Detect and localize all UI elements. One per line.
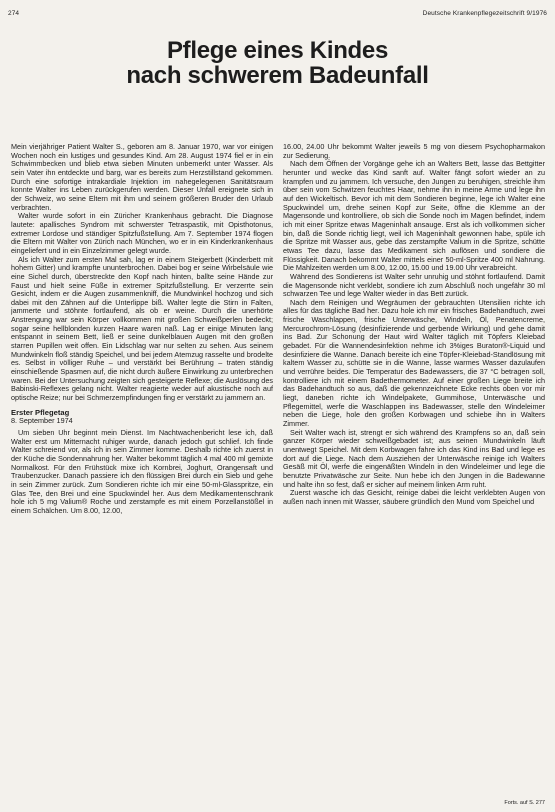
article-title-line-2: nach schwerem Badeunfall (126, 62, 429, 89)
paragraph: Während des Sondierens ist Walter sehr unruhig und stöhnt fortlaufend. Damit die Magensonde nicht verklebt, sondiere ich zum Abschluß noch ungefähr 30 ml schwarzen Tee und lege Walter wieder in das Bett zurück. (283, 271, 545, 299)
article-title-line-1: Pflege eines Kindes (166, 37, 389, 64)
article-body (11, 143, 545, 803)
paragraph: Walter wurde sofort in ein Züricher Krankenhaus gebracht. Die Diagnose lautete: apallisches Syndrom mit schwerster Tetraspastik, mit Opisthotonus, extremer Lordose und ständiger Spitzfußstellung. Am 7. September 1974 flogen die Eltern mit Walter von Zürich nach München, wo er in ein Kinderkrankenhaus eingeliefert und in ein Einzelzimmer gelegt wurde. (11, 211, 273, 255)
paragraph: Zuerst wasche ich das Gesicht, reinige dabei die leicht verklebten Augen von außen nach innen mit Wasser, säubere gründlich den Mund vom Speichel und (283, 488, 545, 506)
paragraph: Als ich Walter zum ersten Mal sah, lag er in einem Steigerbett (Kinderbett mit hohem Gitter) und krampfte ununterbrochen. Dabei bog er seine Wirbelsäule wie eine Sichel durch, überstreckte den Kopf nach hinten, ballte seine Hände zur Faust und hielt seine Füße in extremer Spitzfußstellung. Er verzerrte sein Gesicht, indem er die Augen zusammenkniff, die Mundwinkel hochzog und sich dabei mit den Zähnen auf die Unterlippe biß. Walter legte die Stirn in Falten, jammerte und stöhnte fortlaufend, als ob er weine. Durch die unerhörte Anstrengung war sein Körper vollkommen mit großen Schweißperlen bedeckt; sogar seine hellblonden kurzen Haare waren naß. Lag er einige Minuten lang entspannt in seinem Bett, ließ er seine dunkelblauen Augen mit den großen starren Pupillen weit offen. Ein Lidschlag war nur selten zu sehen. Aus seinem Mundwinkeln floß ständig Speichel, und bei jedem Atemzug rasselte und brodelte es. Selbst in völliger Ruhe – und verstärkt bei Berührung – traten ständig einschießende Spasmen auf, die nicht durch äußere Einwirkung zu unterbrechen waren. Bei der Untersuchung zeigten sich gesteigerte Reflexe; die Auslösung des Babinski-Reflexes gelang nicht. Walter reagierte weder auf akustische noch auf optische Reize; nur bei Schmerzempfindungen fing er verstärkt zu jammern an. (11, 254, 273, 403)
paragraph: 16.00, 24.00 Uhr bekommt Walter jeweils 5 mg von diesem Psychopharmakon zur Sedierung. (283, 143, 545, 160)
paragraph: Seit Walter wach ist, strengt er sich während des Krampfens so an, daß sein ganzer Körper wieder schweißgebadet ist; aus seinen Mundwinkeln läuft unentwegt Speichel. Mit dem Korbwagen fahre ich das Kind ins Bad und lege es dort auf die Liege. Nach dem Ausziehen der Unterwäsche reinige ich Walters Gesäß mit Öl, werfe die eingenäßten Windeln in den Windeleimer und lege die benutzte Privatwäsche zur Seite. Nun hebe ich den Jungen in die Badewanne und halte ihn so fest, daß er sicher auf meinem linken Arm ruht. (283, 427, 545, 489)
continued-note: Forts. auf S. 277 (504, 800, 545, 806)
paragraph: Mein vierjähriger Patient Walter S., geboren am 8. Januar 1970, war vor einigen Wochen noch ein lustiges und gesundes Kind. Am 28. August 1974 fiel er in ein Schwimmbecken und blieb etwa sieben Minuten unbemerkt unter Wasser. Als sein Vater ihn entdeckte und barg, war es bereits zum Herzstillstand gekommen. Durch eine sofortige intrakardiale Injektion im nahegelegenen Sanitätsraum konnte Walter ins Leben zurückgerufen werden. Dieser Unfall ereignete sich in der Schweiz, wo seine Eltern mit ihm und seinem größeren Bruder den Urlaub verbrachten. (11, 143, 273, 212)
left-column (11, 143, 273, 803)
section-date: 8. September 1974 (11, 416, 73, 426)
right-column (283, 143, 545, 803)
article-title (0, 38, 555, 88)
running-header (8, 6, 547, 20)
page-number: 274 (8, 9, 20, 17)
journal-name: Deutsche Krankenpflegezeitschrift 9/1976 (422, 9, 547, 17)
paragraph: Nach dem Öffnen der Vorgänge gehe ich an Walters Bett, lasse das Bettgitter herunter und wecke das Kind sanft auf. Walter fängt sofort wieder an zu krampfen und zu jammern. Ich versuche, den Jungen zu beruhigen, streichle ihm über sein vom Schwitzen feuchtes Haar, nehme ihn in meine Arme und lege ihn auf den Wickeltisch. Bevor ich mit dem Sondieren beginne, lege ich Walter eine Spuckwindel um, drehe seinen Kopf zur Seite, öffne die Klemme an der Magensonde und kontrolliere, ob sich die Sonde noch im Magen befindet, indem ich mit einer Spritze etwas Mageninhalt ansauge. Erst als ich vollkommen sicher bin, daß die Sonde richtig liegt, weil ich Mageninhalt gewonnen habe, spüle ich die Spritze mit Wasser aus, gebe das zerstampfte Valium in die Spritze, schütte etwas Tee dazu, lasse das Medikament sich auflösen und sondiere die Flüssigkeit. Danach bekommt Walter mittels einer 50-ml-Spritze 400 ml Nahrung. Die Mahlzeiten werden um 8.00, 12.00, 15.00 und 19.00 Uhr verabreicht. (283, 159, 545, 273)
paragraph: Um sieben Uhr beginnt mein Dienst. Im Nachtwachenbericht lese ich, daß Walter erst um Mitternacht ruhiger wurde, danach jedoch gut schlief. Ich finde Walter schreiend vor, als ich in sein Zimmer komme. Deshalb richte ich zuerst in der Küche die Sondennahrung her. Walter bekommt täglich 4 mal 400 ml gemixte Normalkost. Für den Frühstück mixe ich Kornbrei, Joghurt, Orangensaft und Traubenzucker. Danach passiere ich den flüssigen Brei durch ein Sieb und gehe in sein Zimmer zurück. Zum Sondieren richte ich mir eine 50-ml-Glasspritze, ein Glas Tee, den Brei und eine Spuckwindel her. Aus dem Medikamentenschrank hole ich 5 mg Valium® Roche und zerstampfe es mit einem Porzellanstößel in einem Schälchen. Um 8.00, 12.00, (11, 428, 273, 515)
paragraph: Nach dem Reinigen und Wegräumen der gebrauchten Utensilien richte ich alles für das tägliche Bad her. Dazu hole ich mir ein frisches Badehandtuch, zwei frische Waschlappen, frische Unterwäsche, Windeln, Öl, Penatencreme, Mercurochrom-Lösung (desinfizierende und gerbende Wirkung) und gehe damit ins Bad. Zur Schonung der Haut wird Walter täglich mit Töpfers Kleiebad gebadet. Für die Wannendesinfektion nehme ich 3%iges Buraton®-Liquid und desinfiziere die Wanne. Danach bereite ich eine Töpfer-Kleiebad-Standlösung mit kaltem Wasser zu, schütte sie in die Wanne, lasse warmes Wasser dazulaufen und verrühre beides. Die Temperatur des Badewassers, die 37 °C betragen soll, kontrolliere ich mit einem Badethermometer. Auf einer großen Liege breite ich das Badehandtuch so aus, daß die gekennzeichnete Ecke rechts oben vor mir liegt, daneben richte ich Windelpakete, Gummihose, Unterwäsche und Pflegemittel, werfe die Waschlappen ins Badewasser, stelle den Windeleimer neben die Liege, hole den großen Korbwagen und schiebe ihn in Walters Zimmer. (283, 297, 545, 428)
section-heading: Erster Pflegetag (11, 407, 70, 417)
